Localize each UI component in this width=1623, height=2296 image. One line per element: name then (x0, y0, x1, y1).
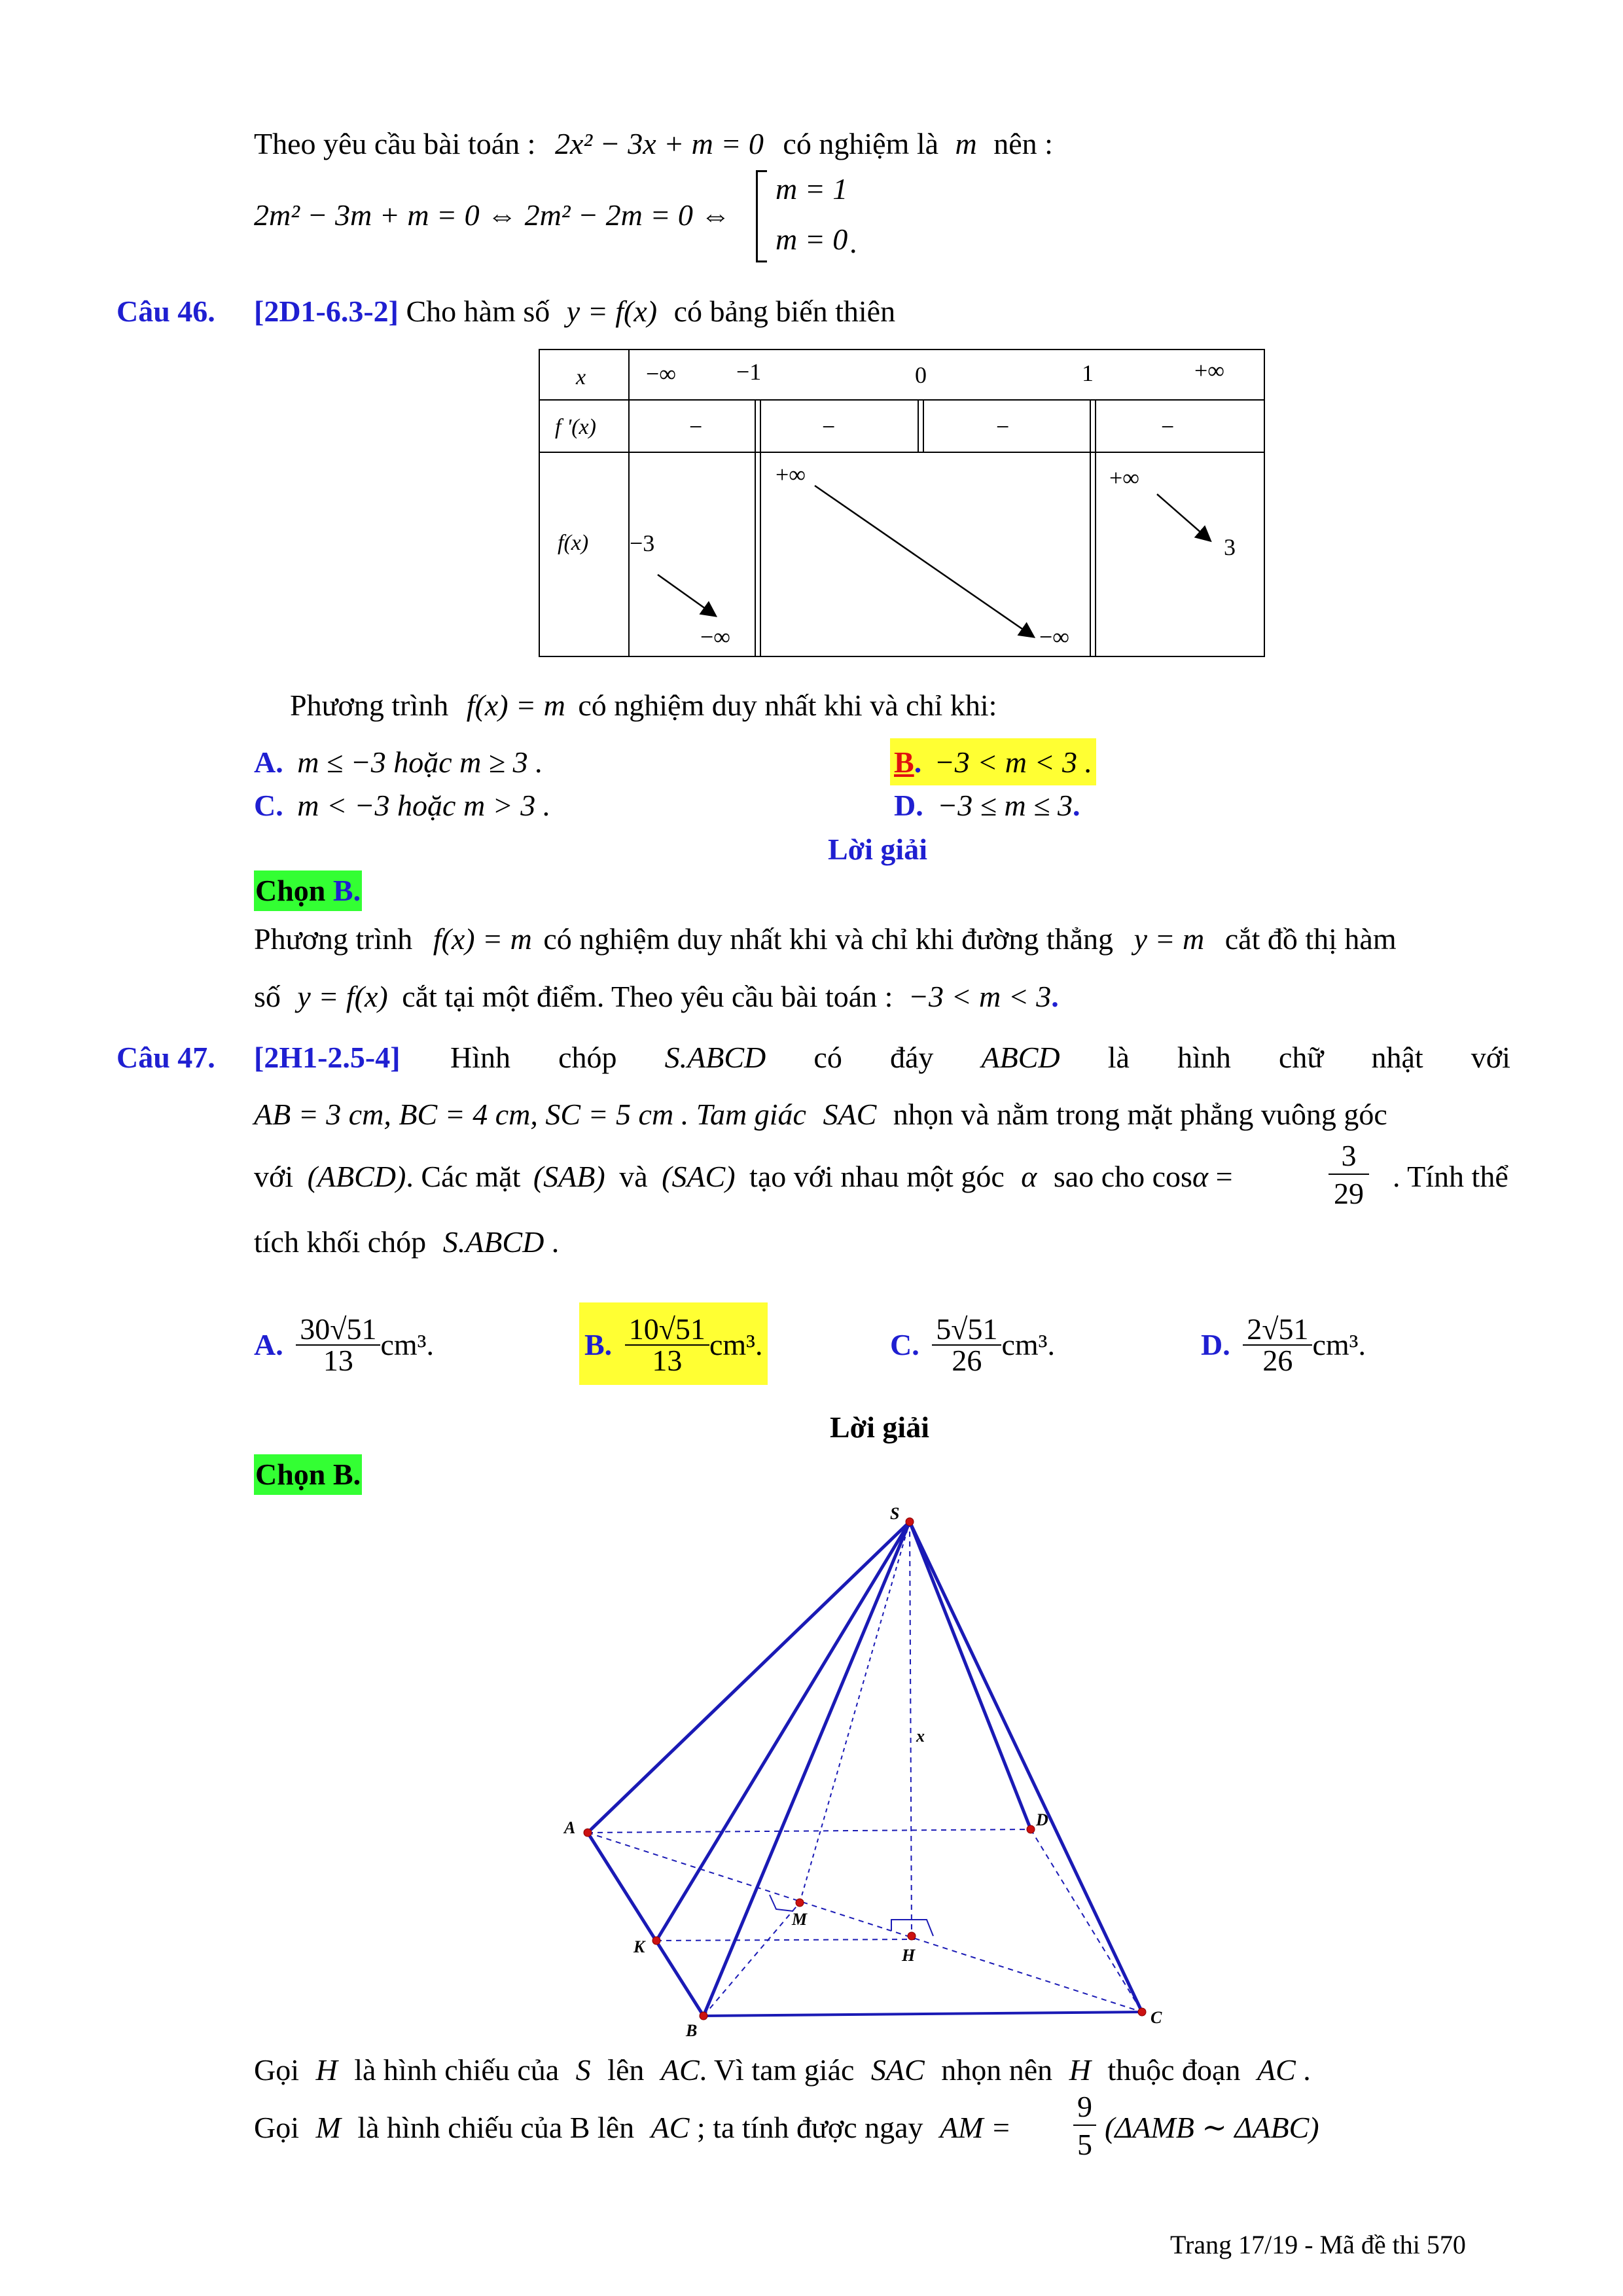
fraction-denominator: 13 (652, 1344, 683, 1377)
option-letter: B (894, 745, 914, 779)
plane-sab: (SAB) (533, 1160, 605, 1193)
choose-answer: Chọn B. (254, 1454, 362, 1495)
stem-text: tạo với nhau một góc (749, 1160, 1005, 1193)
label-b: B (686, 2021, 698, 2040)
solution-text: số (254, 980, 281, 1013)
case-2: m = 0 (776, 223, 848, 256)
plane-sac: (SAC) (662, 1160, 736, 1193)
right-angle-m (770, 1895, 793, 1911)
unit: cm³ (1312, 1328, 1359, 1361)
option-text: m ≤ −3 hoặc m ≥ 3 . (297, 745, 543, 779)
question-46-label: Câu 46. (116, 295, 215, 328)
point-name: M (315, 2111, 341, 2144)
edge-dc (1031, 1829, 1142, 2012)
equation: y = f(x) (297, 980, 388, 1013)
stem-text: . Các mặt (406, 1160, 521, 1193)
equals-sign: = (1208, 1160, 1233, 1193)
question-47-label: Câu 47. (116, 1041, 215, 1074)
stem-word: S.ABCD (664, 1041, 766, 1074)
angle-alpha: α (1021, 1160, 1037, 1193)
solution-text: ; ta tính được ngay (696, 2111, 923, 2144)
edge-sb (704, 1522, 910, 2016)
am-fraction (1073, 2092, 1096, 2160)
stem-text: với (254, 1160, 294, 1193)
stem-word: nhật (1371, 1041, 1423, 1074)
f-value: −∞ (1039, 624, 1069, 650)
point-h (908, 1932, 916, 1940)
stem-word: với (1471, 1041, 1510, 1074)
option-letter: D. (1201, 1328, 1230, 1361)
solution-text: nhọn nên (941, 2053, 1053, 2087)
equation: f(x) = m (433, 922, 532, 956)
derivative-sign: − (689, 414, 703, 440)
option-letter: C. (254, 789, 283, 822)
stem-word: ABCD (981, 1041, 1060, 1074)
edge-ad (588, 1829, 1031, 1833)
edge-sd (910, 1522, 1031, 1829)
solution-text: là hình chiếu của (354, 2053, 560, 2087)
solution-text: Gọi (254, 2053, 299, 2087)
solution-title: Lời giải (828, 833, 927, 866)
option-letter: A. (254, 1328, 283, 1361)
unit: cm³ (380, 1328, 427, 1361)
period: . (551, 1225, 560, 1259)
point-name: H (315, 2053, 338, 2087)
period: . (1303, 2053, 1311, 2087)
point-d (1027, 1825, 1035, 1833)
segment-name: AC (660, 2053, 700, 2087)
f-value: 3 (1224, 534, 1236, 560)
label-a: A (564, 1818, 576, 1837)
stem-word: có (813, 1041, 842, 1074)
fraction-denominator: 5 (1077, 2128, 1092, 2161)
period: . (849, 226, 857, 259)
stem-text: AB = 3 cm, BC = 4 cm, SC = 5 cm . Tam giác (254, 1098, 806, 1131)
option-dot: . (914, 745, 922, 779)
option-letter: D. (894, 789, 923, 822)
segment-kh (656, 1939, 915, 1941)
point-m (796, 1899, 804, 1907)
intro-text: có nghiệm là (783, 127, 939, 160)
solution-text: Gọi (254, 2111, 299, 2144)
stem-word: hình (1177, 1041, 1231, 1074)
table-f-label: f(x) (558, 531, 589, 555)
option-letter: B. (584, 1328, 613, 1361)
question-code: [2D1-6.3-2] (254, 295, 399, 328)
label-m: M (792, 1910, 808, 1929)
fraction-denominator: 29 (1334, 1177, 1364, 1210)
prompt-text: có nghiệm duy nhất khi và chỉ khi: (578, 689, 997, 722)
option-text: m < −3 hoặc m > 3 . (297, 789, 551, 822)
stem-text: và (619, 1160, 648, 1193)
x-value: 0 (915, 362, 927, 388)
f-value: −3 (630, 530, 655, 556)
table-fprime-label: f '(x) (555, 415, 596, 439)
stem-word: đáy (889, 1041, 934, 1074)
plane-abcd: (ABCD) (307, 1160, 406, 1193)
diagonal-ac (588, 1833, 1142, 2012)
solution-text: . Vì tam giác (699, 2053, 855, 2087)
function: y = f(x) (566, 295, 658, 328)
point-name: H (1069, 2053, 1091, 2087)
angle-alpha: α (1192, 1160, 1209, 1193)
fraction-numerator: 10√51 (625, 1314, 709, 1346)
equation: 2x² − 3x + m = 0 (554, 127, 764, 160)
option-text: −3 < m < 3 . (934, 745, 1093, 779)
equation: y = m (1133, 922, 1205, 956)
x-value: −∞ (646, 361, 676, 387)
fraction-numerator: 3 (1329, 1141, 1369, 1175)
period: . (755, 1328, 763, 1361)
f-value: +∞ (776, 461, 806, 488)
solution-text: cắt đồ thị hàm (1224, 922, 1397, 956)
period: . (1047, 1328, 1055, 1361)
segment-bm (704, 1903, 800, 2016)
stem-word: chữ (1278, 1041, 1324, 1074)
option-dot: . (1073, 789, 1080, 822)
fraction-denominator: 13 (323, 1344, 353, 1377)
stem-word: là (1107, 1041, 1130, 1074)
point-name: S (575, 2053, 591, 2087)
q47-solution-line-1 (254, 2055, 1311, 2085)
q47-solution-line-2 (254, 2113, 1011, 2143)
equation: f(x) = m (466, 689, 565, 722)
stem-text: Cho hàm số (406, 295, 550, 328)
solution-text: lên (607, 2053, 645, 2087)
stem-word: Hình (450, 1041, 510, 1074)
unit: cm³ (709, 1328, 755, 1361)
label-k: K (633, 1937, 645, 1956)
period: . (426, 1328, 434, 1361)
fraction-numerator: 9 (1073, 2092, 1096, 2126)
solution-text: có nghiệm duy nhất khi và chỉ khi đường thẳng (543, 922, 1114, 956)
page-footer: Trang 17/19 - Mã đề thi 570 (1170, 2230, 1466, 2259)
point-s (906, 1518, 914, 1526)
intro-text: Theo yêu cầu bài toán : (254, 127, 536, 160)
solution-title: Lời giải (830, 1410, 929, 1444)
fraction-denominator: 26 (952, 1344, 982, 1377)
stem-text: sao cho cos (1053, 1160, 1192, 1193)
segment-name: AC (1257, 2053, 1296, 2087)
fraction-denominator: 26 (1262, 1344, 1293, 1377)
edge-sc (910, 1522, 1142, 2012)
x-value: −1 (736, 359, 762, 385)
solution-text: thuộc đoạn (1107, 2053, 1241, 2087)
label-h: H (902, 1946, 916, 1965)
period: . (1051, 980, 1059, 1013)
solution-text: cắt tại một điểm. Theo yêu cầu bài toán : (402, 980, 893, 1013)
stem-text: có bảng biến thiên (673, 295, 896, 328)
variable: m (955, 127, 977, 160)
point-a (584, 1829, 592, 1837)
altitude-sh (910, 1522, 912, 1936)
triangle-name: SAC (823, 1098, 877, 1131)
solution-text: Phương trình (254, 922, 413, 956)
segment-sm (800, 1522, 910, 1903)
equation: −3 < m < 3 (908, 980, 1052, 1013)
stem-text: . Tính thể (1393, 1160, 1508, 1193)
point-k (652, 1937, 660, 1945)
edge-bc (704, 2012, 1142, 2016)
choose-text: Chọn (255, 874, 326, 907)
label-s: S (890, 1504, 900, 1523)
table-x-label: x (576, 365, 586, 389)
similarity-note: (ΔAMB ∼ ΔABC) (1105, 2111, 1319, 2144)
edge-ab (588, 1833, 704, 2016)
x-value: 1 (1082, 360, 1094, 386)
intro-text: nên : (993, 127, 1053, 160)
f-value: +∞ (1109, 465, 1139, 491)
x-value: +∞ (1194, 357, 1224, 384)
period: . (1358, 1328, 1366, 1361)
f-value: −∞ (700, 624, 730, 650)
label-x: x (916, 1727, 925, 1746)
stem-word: chóp (558, 1041, 617, 1074)
option-letter: C. (890, 1328, 919, 1361)
fraction-numerator: 2√51 (1243, 1314, 1312, 1346)
derivative-sign: − (1161, 414, 1175, 440)
solution-text: là hình chiếu của B lên (357, 2111, 635, 2144)
stem-text: nhọn và nằm trong mặt phẳng vuông góc (893, 1098, 1387, 1131)
label-c: C (1150, 2008, 1162, 2027)
point-c (1138, 2008, 1146, 2016)
triangle-name: SAC (870, 2053, 925, 2087)
unit: cm³ (1001, 1328, 1048, 1361)
fraction-numerator: 5√51 (932, 1314, 1001, 1346)
stem-text: tích khối chóp (254, 1225, 427, 1259)
pyramid-name: S.ABCD (442, 1225, 544, 1259)
choose-letter: B. (332, 874, 361, 907)
derivative-sign: − (822, 414, 836, 440)
fraction-numerator: 30√51 (296, 1314, 380, 1346)
question-code: [2H1-2.5-4] (254, 1041, 401, 1074)
segment-name: AC (651, 2111, 690, 2144)
equation: AM = (940, 2111, 1012, 2144)
intro-equation-chain: 2m² − 3m + m = 0 ⇔ 2m² − 2m = 0 ⇔ (254, 198, 731, 232)
option-letter: A. (254, 745, 283, 779)
point-b (700, 2012, 707, 2020)
case-1: m = 1 (776, 172, 848, 206)
option-text: −3 ≤ m ≤ 3 (937, 789, 1073, 822)
label-d: D (1036, 1810, 1048, 1829)
derivative-sign: − (996, 414, 1010, 440)
prompt-text: Phương trình (290, 689, 449, 722)
